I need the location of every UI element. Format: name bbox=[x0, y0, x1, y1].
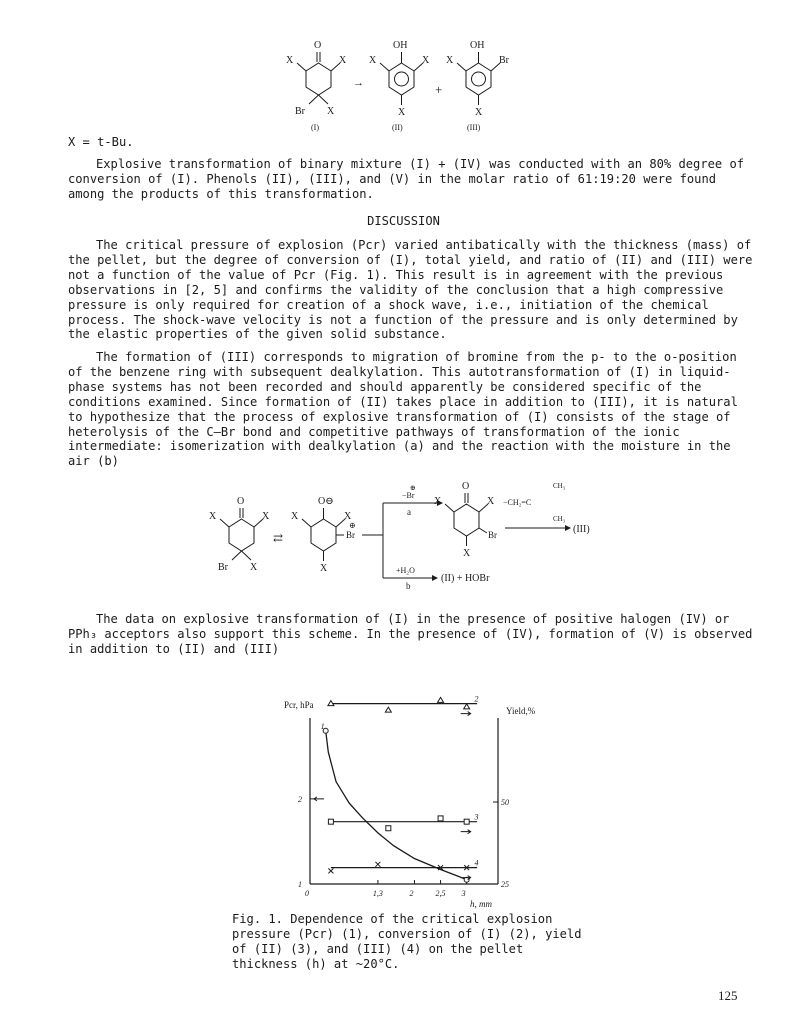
carbonyl-o: O bbox=[314, 40, 322, 51]
svg-text:X: X bbox=[369, 55, 377, 66]
x-tick-label: 1,3 bbox=[372, 889, 383, 898]
top-reaction-scheme bbox=[270, 30, 540, 135]
svg-text:X: X bbox=[475, 107, 483, 118]
series-3-point bbox=[328, 819, 333, 824]
svg-text:X: X bbox=[446, 55, 454, 66]
svg-text:+H₂O: +H₂O bbox=[396, 566, 415, 575]
series-1-label: 1 bbox=[320, 721, 325, 731]
svg-text:X: X bbox=[422, 55, 430, 66]
page-number: 125 bbox=[718, 988, 738, 1003]
x-axis-label: h, mm bbox=[470, 899, 492, 909]
svg-text:Br: Br bbox=[488, 530, 497, 540]
label-II: (II) bbox=[392, 123, 403, 132]
reaction-arrow: → bbox=[353, 77, 364, 89]
series-2-label: 2 bbox=[474, 694, 479, 704]
molecule-I bbox=[286, 40, 347, 132]
svg-text:Br: Br bbox=[346, 530, 355, 540]
svg-text:X: X bbox=[327, 106, 335, 117]
svg-text:X: X bbox=[291, 511, 299, 522]
svg-text:X: X bbox=[434, 496, 442, 507]
svg-text:X: X bbox=[487, 496, 495, 507]
svg-text:X: X bbox=[250, 562, 258, 573]
series-4-label: 4 bbox=[474, 858, 479, 868]
series-2-point bbox=[464, 704, 470, 709]
paragraph-3: The formation of (III) corresponds to migration of bromine from the p- to the o-position of the benzene ring with subsequent dealkylation. This autotransformation of (I) in liquid-phase systems has not been recorded and should apparently be considered specific of the conditions examined. Since formation of (II) takes place in addition to (III), it is natural to hypothesize that the process of explosive transformation of (I) consists of the stage of heterolysis of the C–Br bond and competitive pathways of transformation of the ionic intermediate: isomerization with dealkylation (a) and the reaction with the moisture in the air (b) bbox=[68, 350, 738, 469]
mechanism-scheme bbox=[200, 478, 620, 593]
svg-text:Br: Br bbox=[499, 55, 509, 66]
svg-text:CH₃: CH₃ bbox=[553, 482, 566, 490]
label-I: (I) bbox=[311, 123, 319, 132]
svg-text:O⊖: O⊖ bbox=[318, 496, 334, 507]
svg-text:X: X bbox=[344, 511, 352, 522]
series-1-axis-arrow bbox=[314, 797, 324, 801]
y-right-tick-label: 50 bbox=[501, 798, 509, 807]
svg-text:OH: OH bbox=[393, 40, 408, 51]
svg-text:X: X bbox=[286, 55, 294, 66]
x-tick-label: 2 bbox=[409, 889, 414, 898]
paragraph-1: Explosive transformation of binary mixture (I) + (IV) was conducted with an 80% degree of conversion of (I). Phenols (II), (III), and (V) in the molar ratio of 61:19:20 were found among the products of this transformation. bbox=[68, 157, 745, 201]
svg-text:O: O bbox=[237, 496, 245, 507]
svg-text:CH₃: CH₃ bbox=[553, 515, 566, 523]
svg-text:X: X bbox=[463, 548, 471, 559]
paragraph-4: The data on explosive transformation of (I) in the presence of positive halogen (IV) or PPh₃ acceptors also support this scheme. In the presence of (IV), formation of (V) is observed in addition to (II) and (III) bbox=[68, 612, 753, 656]
series-3-label: 3 bbox=[474, 812, 479, 822]
svg-text:Br: Br bbox=[295, 106, 305, 117]
series-3-point bbox=[464, 819, 469, 824]
series-3-point bbox=[438, 816, 443, 821]
svg-text:a: a bbox=[407, 507, 411, 517]
y-left-tick-label: 1 bbox=[298, 880, 302, 889]
molecule-III bbox=[446, 40, 510, 132]
y-right-tick-label: 25 bbox=[501, 880, 509, 889]
svg-text:b: b bbox=[406, 581, 411, 591]
series-4-point bbox=[328, 868, 333, 873]
svg-text:⊕: ⊕ bbox=[349, 521, 356, 530]
x-definition: X = t-Bu. bbox=[68, 135, 134, 149]
series-2-point bbox=[438, 697, 444, 702]
plus-sign: + bbox=[435, 82, 443, 97]
y-left-tick-label: 2 bbox=[298, 794, 302, 804]
svg-text:OH: OH bbox=[470, 40, 485, 51]
figure-1-chart bbox=[270, 694, 560, 909]
series-3-axis-arrow bbox=[461, 830, 471, 834]
svg-text:⊕: ⊕ bbox=[410, 484, 416, 492]
x-tick-label: 0 bbox=[305, 889, 309, 898]
svg-text:Br: Br bbox=[218, 562, 228, 573]
discussion-heading: DISCUSSION bbox=[367, 214, 440, 228]
svg-text:X: X bbox=[320, 563, 328, 574]
series-2-point bbox=[385, 707, 391, 712]
series-3-point bbox=[386, 826, 391, 831]
product-b: (II) + HOBr bbox=[441, 573, 490, 584]
series-1-line bbox=[326, 731, 467, 880]
series-4-point bbox=[375, 862, 380, 867]
y-right-label: Yield,% bbox=[506, 706, 536, 716]
figure-caption: Fig. 1. Dependence of the critical explosion pressure (Pcr) (1), conversion of (I) (2), yield of (II) (3), and (III) (4) on the pellet thickness (h) at ~20°C. bbox=[232, 912, 582, 971]
series-2-axis-arrow bbox=[461, 712, 471, 716]
svg-text:X: X bbox=[339, 55, 347, 66]
svg-text:X: X bbox=[262, 511, 270, 522]
y-left-label: Pcr, hPa bbox=[284, 700, 314, 710]
paragraph-2: The critical pressure of explosion (Pcr) varied antibatically with the thickness (mass) of the pellet, but the degree of conversion of (I), total yield, and ratio of (II) and (III) were not a function of the value of Pcr (Fig. 1). This result is in agreement with the previous observations in [2, 5] and confirms the validity of the conclusion that a high compressive pressure is only required for creation of a shock wave, i.e., initiation of the chemical process. The shock-wave velocity is not a function of the pressure and is only determined by the elastic properties of the given solid substance. bbox=[68, 238, 753, 342]
svg-text:X: X bbox=[209, 511, 217, 522]
svg-text:−Br: −Br bbox=[402, 491, 415, 500]
svg-text:O: O bbox=[462, 481, 470, 492]
product-a: (III) bbox=[573, 524, 590, 535]
molecule-II bbox=[369, 40, 430, 132]
svg-text:−CH₂=C: −CH₂=C bbox=[503, 498, 532, 507]
x-tick-label: 2,5 bbox=[435, 889, 446, 898]
equilibrium-arrow: ⇄ bbox=[273, 531, 284, 545]
x-tick-label: 3 bbox=[461, 889, 466, 898]
label-III: (III) bbox=[467, 123, 481, 132]
svg-text:X: X bbox=[398, 107, 406, 118]
